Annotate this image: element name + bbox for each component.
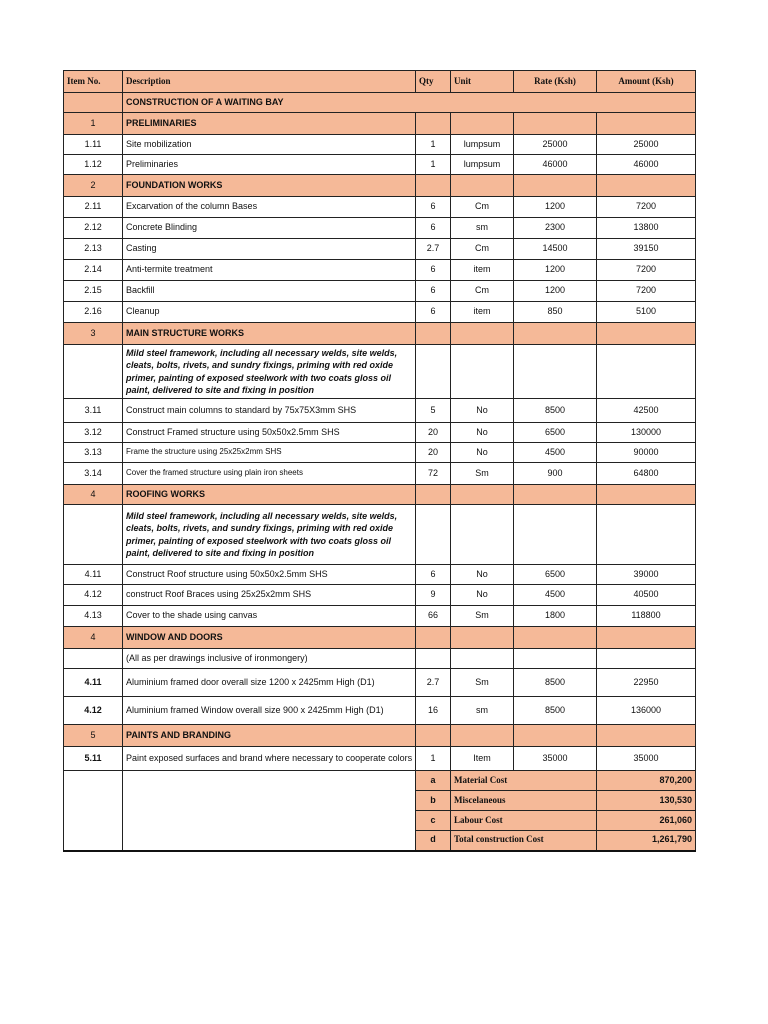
item-unit: Sm [451, 606, 514, 627]
table-row [64, 399, 696, 423]
item-rate: 2300 [514, 218, 597, 239]
section-title: PAINTS AND BRANDING [123, 725, 416, 747]
item-rate: 8500 [514, 399, 597, 423]
summary-value: 1,261,790 [597, 831, 696, 851]
table-row [64, 197, 696, 218]
summary-row [64, 771, 696, 791]
item-amount: 130000 [597, 423, 696, 443]
specification-note-row [64, 345, 696, 399]
item-unit: sm [451, 218, 514, 239]
item-description: Aluminium framed Window overall size 900 x 2425mm High (D1) [123, 697, 416, 725]
item-number: 4.11 [64, 565, 123, 585]
item-description: Site mobilization [123, 135, 416, 155]
summary-letter: b [416, 791, 451, 811]
item-description: Construct main columns to standard by 75x75X3mm SHS [123, 399, 416, 423]
item-amount: 13800 [597, 218, 696, 239]
specification-note-row [64, 505, 696, 565]
specification-note: Mild steel framework, including all necessary welds, site welds, cleats, bolts, rivets, and sundry fixings, priming with red oxide primer, painting of exposed steelwork with two coats gloss oil paint, delivered to site and fixing in position [123, 505, 416, 565]
table-row [64, 423, 696, 443]
item-number: 3.14 [64, 463, 123, 485]
table-row [64, 747, 696, 771]
item-qty: 6 [416, 197, 451, 218]
item-qty: 2.7 [416, 239, 451, 260]
item-amount: 90000 [597, 443, 696, 463]
summary-letter: a [416, 771, 451, 791]
table-row [64, 565, 696, 585]
item-rate: 4500 [514, 585, 597, 606]
table-row [64, 155, 696, 175]
summary-label: Miscelaneous [451, 791, 597, 811]
item-qty: 16 [416, 697, 451, 725]
item-qty: 20 [416, 423, 451, 443]
item-description: Excarvation of the column Bases [123, 197, 416, 218]
item-rate: 6500 [514, 423, 597, 443]
item-unit: Item [451, 747, 514, 771]
item-rate: 8500 [514, 669, 597, 697]
item-unit: No [451, 565, 514, 585]
item-amount: 46000 [597, 155, 696, 175]
item-qty: 9 [416, 585, 451, 606]
item-rate: 1800 [514, 606, 597, 627]
item-amount: 5100 [597, 302, 696, 323]
item-rate: 8500 [514, 697, 597, 725]
item-description: Concrete Blinding [123, 218, 416, 239]
item-rate: 850 [514, 302, 597, 323]
table-row [64, 697, 696, 725]
item-rate: 900 [514, 463, 597, 485]
section-number: 4 [64, 485, 123, 505]
section-title: WINDOW AND DOORS [123, 627, 416, 649]
item-number: 3.13 [64, 443, 123, 463]
item-rate: 4500 [514, 443, 597, 463]
item-unit: lumpsum [451, 155, 514, 175]
item-description: Cleanup [123, 302, 416, 323]
item-qty: 6 [416, 302, 451, 323]
table-row [64, 218, 696, 239]
item-description: Aluminium framed door overall size 1200 x 2425mm High (D1) [123, 669, 416, 697]
section-row [64, 323, 696, 345]
item-description: Anti-termite treatment [123, 260, 416, 281]
item-amount: 39000 [597, 565, 696, 585]
item-unit: No [451, 399, 514, 423]
item-amount: 7200 [597, 281, 696, 302]
item-number: 5.11 [64, 747, 123, 771]
item-amount: 7200 [597, 260, 696, 281]
item-number: 2.15 [64, 281, 123, 302]
item-qty: 5 [416, 399, 451, 423]
item-qty: 20 [416, 443, 451, 463]
item-qty: 6 [416, 218, 451, 239]
item-rate: 1200 [514, 281, 597, 302]
table-row [64, 302, 696, 323]
item-amount: 7200 [597, 197, 696, 218]
section-number: 4 [64, 627, 123, 649]
item-description: Paint exposed surfaces and brand where necessary to cooperate colors [123, 747, 416, 771]
item-unit: lumpsum [451, 135, 514, 155]
section-row [64, 175, 696, 197]
section-row [64, 113, 696, 135]
section-number: 1 [64, 113, 123, 135]
item-unit: item [451, 260, 514, 281]
section-title: ROOFING WORKS [123, 485, 416, 505]
item-rate: 6500 [514, 565, 597, 585]
item-qty: 1 [416, 155, 451, 175]
summary-label: Total construction Cost [451, 831, 597, 851]
item-description: Cover to the shade using canvas [123, 606, 416, 627]
table-row [64, 585, 696, 606]
item-qty: 6 [416, 281, 451, 302]
item-unit: No [451, 423, 514, 443]
item-qty: 6 [416, 565, 451, 585]
item-description: Cover the framed structure using plain iron sheets [123, 463, 416, 485]
header-rate: Rate (Ksh) [514, 71, 597, 93]
bill-of-quantities-table [63, 70, 696, 852]
summary-value: 870,200 [597, 771, 696, 791]
header-item-no: Item No. [64, 71, 123, 93]
item-number: 4.13 [64, 606, 123, 627]
specification-note-row [64, 649, 696, 669]
item-unit: Sm [451, 463, 514, 485]
summary-label: Material Cost [451, 771, 597, 791]
item-description: construct Roof Braces using 25x25x2mm SHS [123, 585, 416, 606]
section-title: MAIN STRUCTURE WORKS [123, 323, 416, 345]
section-row [64, 485, 696, 505]
item-unit: Sm [451, 669, 514, 697]
table-row [64, 443, 696, 463]
item-number: 2.12 [64, 218, 123, 239]
table-row [64, 463, 696, 485]
item-amount: 118800 [597, 606, 696, 627]
section-row [64, 725, 696, 747]
summary-value: 130,530 [597, 791, 696, 811]
section-number: 2 [64, 175, 123, 197]
item-unit: No [451, 443, 514, 463]
header-unit: Unit [451, 71, 514, 93]
item-amount: 25000 [597, 135, 696, 155]
item-number: 2.13 [64, 239, 123, 260]
item-qty: 1 [416, 747, 451, 771]
item-rate: 25000 [514, 135, 597, 155]
item-qty: 66 [416, 606, 451, 627]
section-title: PRELIMINARIES [123, 113, 416, 135]
table-row [64, 239, 696, 260]
table-row [64, 135, 696, 155]
item-number: 2.16 [64, 302, 123, 323]
item-number: 1.12 [64, 155, 123, 175]
item-number: 3.12 [64, 423, 123, 443]
table-row [64, 281, 696, 302]
section-number: 5 [64, 725, 123, 747]
table-row [64, 669, 696, 697]
header-description: Description [123, 71, 416, 93]
item-amount: 136000 [597, 697, 696, 725]
item-rate: 46000 [514, 155, 597, 175]
section-title: FOUNDATION WORKS [123, 175, 416, 197]
specification-note: Mild steel framework, including all necessary welds, site welds, cleats, bolts, rivets, and sundry fixings, priming with red oxide primer, painting of exposed steelwork with two coats gloss oil paint, delivered to site and fixing in position [123, 345, 416, 399]
item-rate: 1200 [514, 260, 597, 281]
item-rate: 14500 [514, 239, 597, 260]
item-number: 2.14 [64, 260, 123, 281]
item-qty: 6 [416, 260, 451, 281]
item-qty: 2.7 [416, 669, 451, 697]
item-description: Backfill [123, 281, 416, 302]
item-qty: 1 [416, 135, 451, 155]
specification-note: (All as per drawings inclusive of ironmongery) [123, 649, 416, 669]
item-number: 3.11 [64, 399, 123, 423]
section-row [64, 627, 696, 649]
item-unit: No [451, 585, 514, 606]
item-number: 1.11 [64, 135, 123, 155]
item-number: 4.12 [64, 697, 123, 725]
table-row [64, 606, 696, 627]
summary-letter: d [416, 831, 451, 851]
header-qty: Qty [416, 71, 451, 93]
item-amount: 42500 [597, 399, 696, 423]
header-amount: Amount (Ksh) [597, 71, 696, 93]
item-amount: 39150 [597, 239, 696, 260]
project-title: CONSTRUCTION OF A WAITING BAY [123, 93, 696, 113]
item-qty: 72 [416, 463, 451, 485]
item-description: Construct Framed structure using 50x50x2.5mm SHS [123, 423, 416, 443]
item-description: Casting [123, 239, 416, 260]
item-number: 4.11 [64, 669, 123, 697]
item-description: Construct Roof structure using 50x50x2.5mm SHS [123, 565, 416, 585]
item-description: Preliminaries [123, 155, 416, 175]
table-row [64, 260, 696, 281]
summary-letter: c [416, 811, 451, 831]
item-unit: Cm [451, 281, 514, 302]
item-unit: Cm [451, 197, 514, 218]
summary-value: 261,060 [597, 811, 696, 831]
item-unit: item [451, 302, 514, 323]
project-title-row [64, 93, 696, 113]
item-amount: 22950 [597, 669, 696, 697]
header-row [64, 71, 696, 93]
item-amount: 40500 [597, 585, 696, 606]
item-description: Frame the structure using 25x25x2mm SHS [123, 443, 416, 463]
item-unit: sm [451, 697, 514, 725]
item-amount: 35000 [597, 747, 696, 771]
summary-label: Labour Cost [451, 811, 597, 831]
item-rate: 1200 [514, 197, 597, 218]
item-unit: Cm [451, 239, 514, 260]
item-number: 4.12 [64, 585, 123, 606]
section-number: 3 [64, 323, 123, 345]
item-number: 2.11 [64, 197, 123, 218]
item-amount: 64800 [597, 463, 696, 485]
item-rate: 35000 [514, 747, 597, 771]
